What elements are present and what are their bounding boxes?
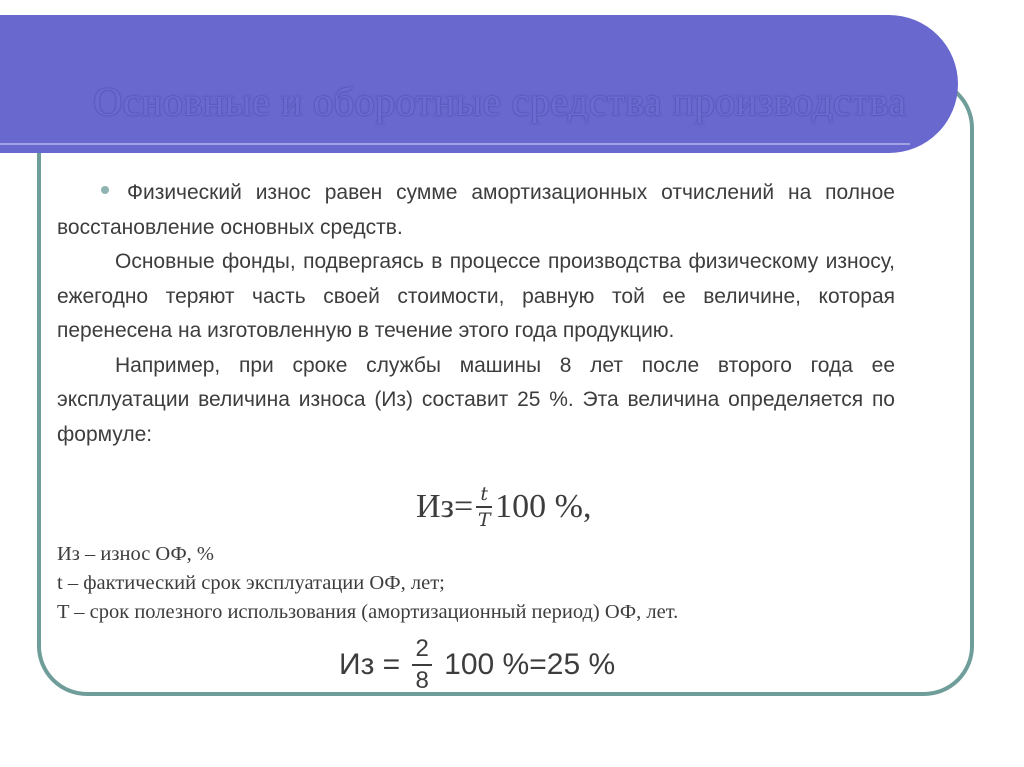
definition-item: Из – износ ОФ, %	[57, 543, 215, 565]
formula-example-fraction	[412, 636, 432, 694]
fraction-bar	[476, 506, 492, 508]
title-underline	[0, 143, 910, 145]
formula-example-denominator: 8	[415, 667, 429, 694]
paragraph-2: Основные фонды, подвергаясь в процессе производства физическому износу, ежегодно теряют часть своей стоимости, равную той ее величине, которая перенесена на изготовленную в течение этого года продукцию.	[57, 250, 895, 342]
fraction-bar	[412, 664, 432, 666]
paragraph-bullet	[57, 176, 895, 245]
definitions-list	[57, 540, 897, 627]
definition-item: T – срок полезного использования (амортизационный период) ОФ, лет.	[57, 601, 679, 623]
paragraph-3: Например, при сроке службы машины 8 лет после второго года ее эксплуатации величина износа (Из) составит 25 %. Эта величина определяется по формуле:	[57, 353, 895, 446]
formula-wear-lhs: Из=	[416, 488, 474, 525]
formula-wear	[416, 484, 592, 530]
slide-body	[57, 176, 895, 452]
bullet-icon	[101, 186, 109, 194]
formula-example-rhs: 100 %=25 %	[444, 648, 616, 681]
formula-example	[339, 636, 615, 694]
formula-wear-denominator: T	[477, 509, 491, 531]
paragraph-1-text: Физический износ равен сумме амортизационных отчислений на полное восстановление основных средств.	[57, 181, 895, 239]
formula-wear-fraction	[476, 484, 492, 530]
formula-example-numerator: 2	[415, 635, 429, 662]
formula-wear-numerator: t	[480, 483, 488, 505]
formula-example-lhs: Из =	[339, 648, 401, 681]
formula-wear-rhs: 100 %,	[495, 488, 592, 525]
slide-title: Основные и оборотные средства производства	[93, 79, 907, 124]
definition-item: t – фактический срок эксплуатации ОФ, лет;	[57, 572, 445, 594]
